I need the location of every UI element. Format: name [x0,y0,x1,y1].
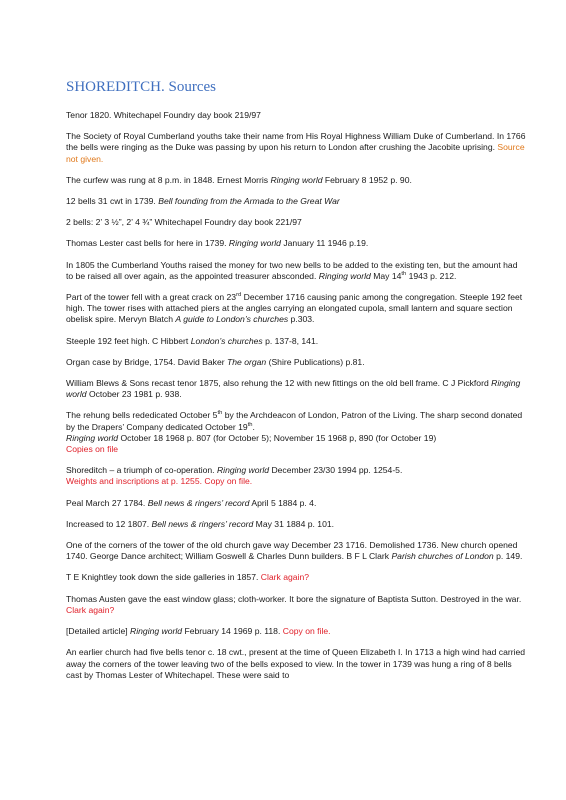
entry-tower-fell: Part of the tower fell with a great crack on 23rd December 1716 causing panic among the congregation. Steeple 192 feet high. The tower rises with attached piers at the angles carrying an elongated cupola, small lantern and square section obelisk spire. Mervyn Blatch A guide to London’s churches p.303. [66,292,523,325]
copy-note: Copy on file. [282,626,331,637]
entry-blews: William Blews & Sons recast tenor 1875, also rehung the 12 with new fittings on the old bell frame. C J Pickford Ringing world October 23 1981 p. 938. [66,378,521,400]
entry-peal-1784: Peal March 27 1784. Bell news & ringers’ record April 5 1884 p. 4. [66,497,317,508]
entry-cumberland-youths: The Society of Royal Cumberland youths take their name from His Royal Highness William Duke of Cumberland. In 1766 the bells were ringing as the Duke was passing by upon his return to London after crushing the Jacobite uprising. Source not given. [66,131,526,164]
entry-knightley: T E Knightley took down the side galleries in 1857. Clark again? [66,572,310,583]
entry-12-bells: 12 bells 31 cwt in 1739. Bell founding from the Armada to the Great War [66,196,340,207]
entry-2-bells: 2 bells: 2’ 3 ½”, 2’ 4 ¾” Whitechapel Foundry day book 221/97 [66,217,302,228]
entry-curfew: The curfew was rung at 8 p.m. in 1848. Ernest Morris Ringing world February 8 1952 p. 90. [66,174,412,185]
entry-old-church: One of the corners of the tower of the old church gave way December 23 1716. Demolished 1736. New church opened 1740. George Dance architect; William Goswell & Charles Dunn builders. B F L Clark Parish churches of London p. 149. [66,540,523,562]
clark-note: Clark again? [260,572,310,583]
entry-tenor: Tenor 1820. Whitechapel Foundry day book 219/97 [66,110,261,120]
copies-note: Copies on file [66,444,119,455]
entry-triumph: Shoreditch – a triumph of co-operation. Ringing world December 23/30 1994 pp. 1254-5. Weights and inscriptions at p. 1255. Copy on file. [66,465,403,487]
source-note: Source not given. [66,142,525,164]
entry-lester: Thomas Lester cast bells for here in 1739. Ringing world January 11 1946 p.19. [66,238,369,249]
clark-note: Clark again? [66,604,115,615]
entry-steeple: Steeple 192 feet high. C Hibbert London’s churches p. 137-8, 141. [66,335,319,346]
entry-austen: Thomas Austen gave the east window glass; cloth-worker. It bore the signature of Baptista Sutton. Destroyed in the war. Clark again? [66,593,522,615]
weights-note: Weights and inscriptions at p. 1255. Copy on file. [66,476,253,487]
entry-earlier-church: An earlier church had five bells tenor c. 18 cwt., present at the time of Queen Elizabeth I. In 1713 a high wind had carried away the corners of the tower leaving two of the bells exposed to view. In the tower in 1739 was hung a ring of 8 bells cast by Thomas Lester of Whitechapel. These were said to [66,647,526,680]
entry-1805: In 1805 the Cumberland Youths raised the money for two new bells to be added to the existing ten, but the amount had to be raised all over again, as the appointed treasurer absconded. Ringing world May 14th 1943 p. 212. [66,259,518,281]
page-title: SHOREDITCH. Sources [66,79,216,95]
entry-detailed-article: [Detailed article] Ringing world February 14 1969 p. 118. Copy on file. [66,626,331,637]
entry-rededicated: The rehung bells rededicated October 5th by the Archdeacon of London, Patron of the Living. The sharp second donated by the Drapers’ Company dedicated October 19th. Ringing world October 18 1968 p. 807 (for October 5); November 15 1968 p, 890 (for October 19) Copies on file [66,410,523,455]
entry-organ: Organ case by Bridge, 1754. David Baker The organ (Shire Publications) p.81. [66,356,365,367]
entry-increased-1807: Increased to 12 1807. Bell news & ringers’ record May 31 1884 p. 101. [66,518,335,529]
